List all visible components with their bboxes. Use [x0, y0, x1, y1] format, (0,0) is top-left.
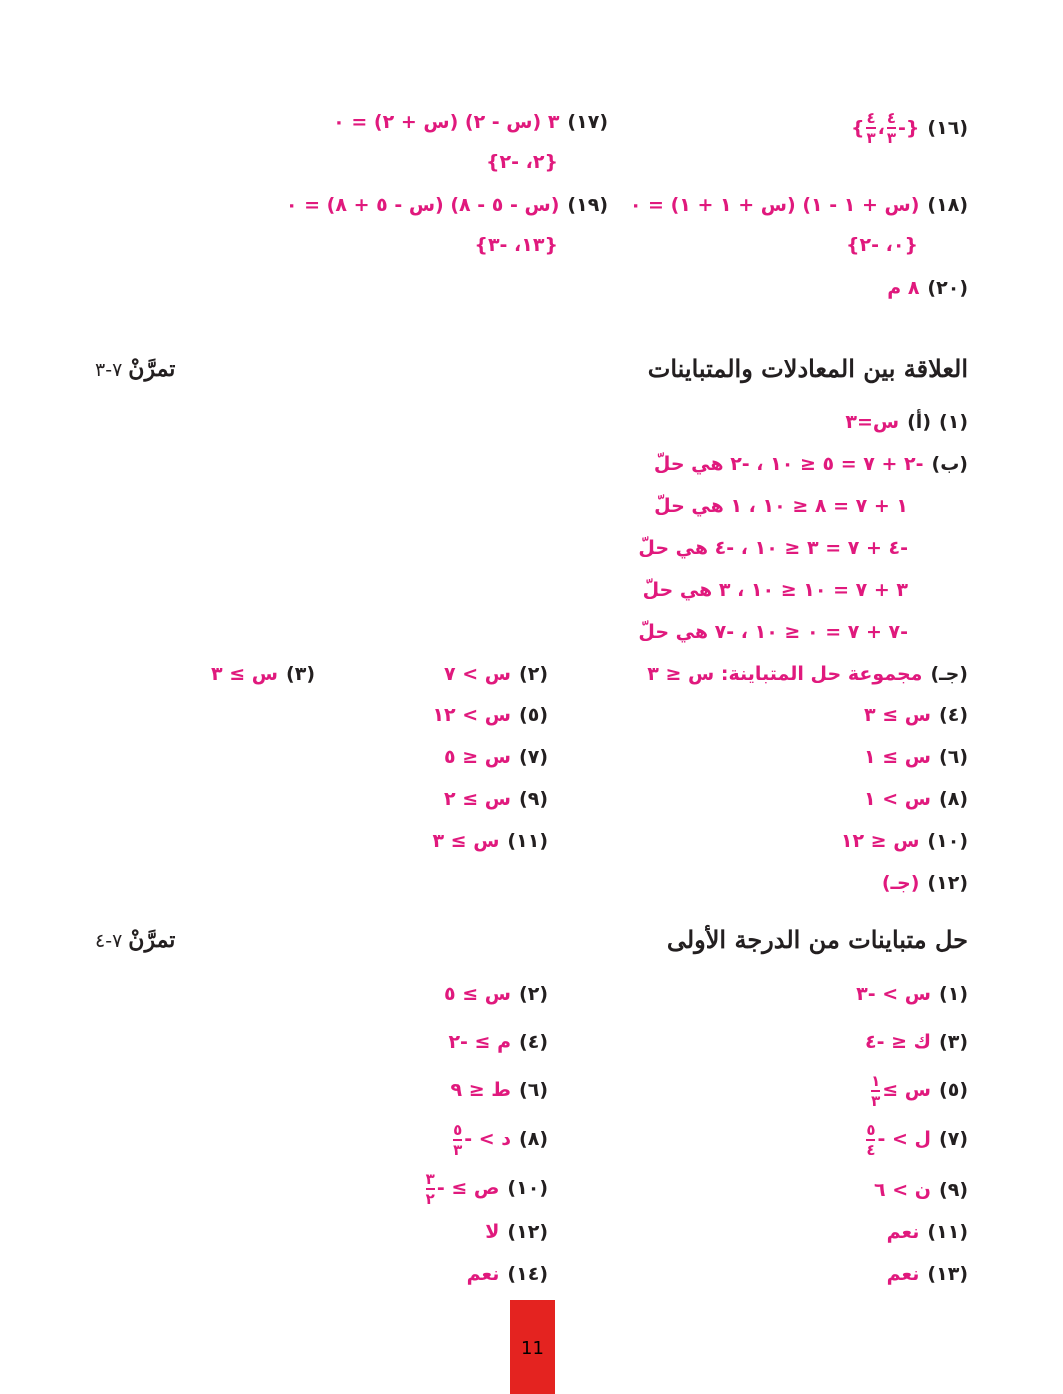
s2-answer-6: (٦)ط ≤ ٩	[450, 1079, 548, 1101]
s2-answer-8: (٨)د > - $\frac{٥}{٣}$	[453, 1120, 548, 1159]
answer-17: (١٧)٣ (س - ٢) (س + ٢) = ٠	[333, 111, 608, 133]
answer-19: (١٩)(س - ٥ - ٨) (س - ٥ + ٨) = ٠	[285, 194, 608, 216]
answer-10: (١٠)س ≤ ١٢	[840, 830, 968, 852]
q1b-line-3: -٤ + ٧ = ٣ ≤ ١٠ ، -٤ هي حلّ	[638, 537, 908, 559]
q1b: (ب)-٢ + ٧ = ٥ ≤ ١٠ ، -٢ هي حلّ	[653, 453, 968, 475]
q1c: (جـ)مجموعة حل المتباينة: س ≤ ٣	[647, 663, 968, 685]
answer-8: (٨)س > ١	[864, 788, 968, 810]
s2-answer-14: (١٤)نعم	[466, 1263, 548, 1285]
page-number-tab	[510, 1300, 555, 1394]
q1b-line-2: ١ + ٧ = ٨ ≤ ١٠ ، ١ هي حلّ	[654, 495, 908, 517]
page-number: 11	[521, 1338, 544, 1359]
answer-6: (٦)س ≥ ١	[864, 746, 968, 768]
answer-5: (٥)س > ١٢	[432, 704, 548, 726]
s2-answer-10: (١٠)ص ≥ - $\frac{٣}{٢}$	[425, 1169, 548, 1208]
answer-11: (١١)س ≥ ٣	[432, 830, 548, 852]
s2-answer-7: (٧)ل > - $\frac{٥}{٤}$	[866, 1120, 968, 1159]
s2-answer-13: (١٣)نعم	[886, 1263, 968, 1285]
s2-answer-1: (١)س > -٣	[856, 983, 968, 1005]
section-2-exercise-label: تمرَّنْ٧-٤	[95, 927, 176, 953]
answer-17-set: {٢، -٢}	[486, 151, 558, 173]
section-2-title: حل متباينات من الدرجة الأولى	[666, 925, 968, 954]
s2-answer-4: (٤)م ≥ -٢	[448, 1031, 548, 1053]
answer-16: (١٦){- $\frac{٤}{٣}$ ، $\frac{٤}{٣}$ }	[850, 109, 968, 147]
s2-answer-11: (١١)نعم	[886, 1221, 968, 1243]
s2-answer-9: (٩)ن > ٦	[874, 1179, 968, 1201]
answer-9: (٩)س ≥ ٢	[444, 788, 548, 810]
s2-answer-5: (٥)س ≥ $\frac{١}{٣}$	[871, 1071, 968, 1110]
answer-2: (٢)س > ٧	[444, 663, 548, 685]
answer-18-set: {٠، -٢}	[846, 234, 918, 256]
section-1-title: العلاقة بين المعادلات والمتباينات	[647, 354, 968, 383]
s2-answer-12: (١٢)لا	[485, 1221, 548, 1243]
answer-12: (١٢)(جـ)	[881, 872, 968, 894]
answer-7: (٧)س ≤ ٥	[444, 746, 548, 768]
section-1-exercise-label: تمرَّنْ٧-٣	[95, 356, 176, 382]
answer-16-set: {- $\frac{٤}{٣}$ ، $\frac{٤}{٣}$ }	[850, 109, 920, 147]
answer-4: (٤)س ≥ ٣	[864, 704, 968, 726]
q1b-line-4: ٣ + ٧ = ١٠ ≤ ١٠ ، ٣ هي حلّ	[642, 579, 908, 601]
q1b-line-5: -٧ + ٧ = ٠ ≤ ١٠ ، -٧ هي حلّ	[638, 621, 908, 643]
answer-19-set: {١٣، -٣}	[474, 234, 558, 256]
q1a: (١)(أ)س=٣	[845, 411, 968, 433]
s2-answer-3: (٣)ك ≤ -٤	[864, 1031, 968, 1053]
answer-20: (٢٠)٨ م	[887, 277, 968, 299]
answer-3: (٣)س ≥ ٣	[211, 663, 315, 685]
answer-18: (١٨)(س + ١ - ١) (س + ١ + ١) = ٠	[629, 194, 968, 216]
s2-answer-2: (٢)س ≥ ٥	[444, 983, 548, 1005]
